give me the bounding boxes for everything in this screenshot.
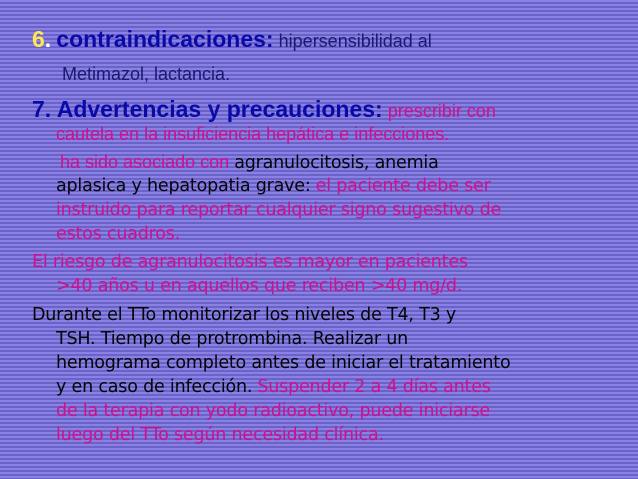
suspend-text-3: luego del TTo según necesidad clínica. (56, 425, 384, 445)
contraindications-title: contraindicaciones: (56, 26, 274, 52)
risk-line-1: El riesgo de agranulocitosis es mayor en pacientes (32, 252, 468, 272)
association-advice-3: estos cuadros. (56, 224, 181, 244)
suspend-text-2: de la terapia con yodo radioactivo, puede iniciarse (56, 401, 490, 421)
association-intro: ha sido asociado con (60, 152, 230, 172)
monitoring-line-1: Durante el TTo monitorizar los niveles de T4, T3 y (32, 305, 457, 325)
item-number: 6 (32, 26, 45, 52)
warnings-text-1: prescribir con (387, 101, 496, 121)
association-advice-2: instruido para reportar cualquier signo sugestivo de (56, 200, 502, 220)
association-conditions-2: aplasica y hepatopatia grave: (56, 176, 311, 196)
association-conditions: agranulocitosis, anemia (234, 153, 439, 173)
association-advice-1: el paciente debe ser (315, 176, 491, 196)
contraindications-heading-line (32, 26, 432, 53)
risk-line-2: >40 años u en aquellos que reciben >40 mg/d. (56, 276, 463, 296)
contraindications-text-1: hipersensibilidad al (278, 31, 432, 51)
association-line-2 (56, 176, 491, 196)
monitoring-line-2: TSH. Tiempo de protrombina. Realizar un (56, 329, 409, 349)
warnings-heading-line (32, 96, 496, 123)
item-punct: . (44, 26, 52, 52)
monitoring-infection: y en caso de infección. (56, 377, 253, 397)
contraindications-text-2: Metimazol, lactancia. (62, 64, 231, 84)
monitoring-line-3: hemograma completo antes de iniciar el tratamiento (56, 353, 511, 373)
association-line-1 (60, 152, 439, 173)
warnings-text-2: cautela en la insuficiencia hepática e infecciones. (56, 124, 450, 144)
suspend-text-1: Suspender 2 a 4 días antes (257, 377, 491, 397)
warnings-title: 7. Advertencias y precauciones: (32, 96, 383, 122)
monitoring-line-4 (56, 377, 491, 397)
